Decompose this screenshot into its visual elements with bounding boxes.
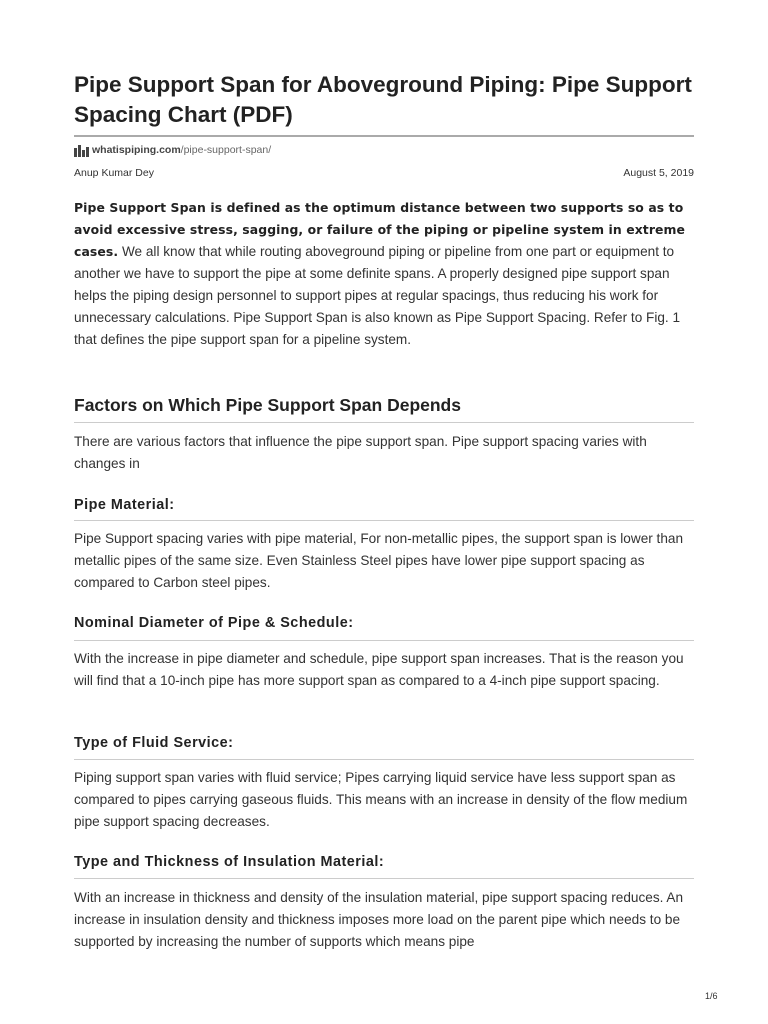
factors-paragraph: There are various factors that influence the pipe support span. Pipe support spacing varies with changes in: [74, 434, 647, 471]
title-divider: [74, 135, 694, 137]
section-divider: [74, 878, 694, 879]
article-title: Pipe Support Span for Aboveground Piping: Pipe Support Spacing Chart (PDF): [74, 72, 692, 127]
site-favicon-icon: [74, 143, 90, 157]
source-domain-link[interactable]: whatispiping.com: [92, 144, 181, 156]
section-divider: [74, 520, 694, 521]
intro-paragraph: [74, 197, 694, 351]
intro-bold-text: Pipe Support Span is defined as the optimum distance between two supports so as to avoid excessive stress, sagging, or failure of the piping or pipeline system in extreme cases.: [74, 200, 686, 259]
page-number: 1/6: [705, 991, 718, 1001]
source-line: [74, 143, 271, 157]
intro-text: We all know that while routing aboveground piping or pipeline from one part or equipment to another we have to support the pipe at some definite spans. A properly designed pipe support span helps the piping design personnel to support pipes at regular spacings, thus reducing his work for unnecessary calculations. Pipe Support Span is also known as Pipe Support Spacing. Refer to Fig. 1 that defines the pipe support span for a pipeline system.: [74, 244, 681, 347]
publish-date: August 5, 2019: [623, 167, 694, 179]
factors-divider: [74, 422, 694, 423]
section-paragraph-pipe-material: Pipe Support spacing varies with pipe material, For non-metallic pipes, the support span is lower than metallic pipes of the same size. Even Stainless Steel pipes have lower pipe support spacing as compared to Carbon steel pipes.: [74, 531, 684, 590]
factors-heading: Factors on Which Pipe Support Span Depends: [74, 395, 461, 415]
section-paragraph-insulation: With an increase in thickness and density of the insulation material, pipe support spacing reduces. An increase in insulation density and thickness imposes more load on the parent pipe which needs to be supported by increasing the number of supports which means pipe: [74, 890, 684, 949]
section-heading-insulation: Type and Thickness of Insulation Material:: [74, 854, 385, 870]
section-divider: [74, 759, 694, 760]
section-heading-nominal-diameter: Nominal Diameter of Pipe & Schedule:: [74, 615, 354, 631]
section-heading-pipe-material: Pipe Material:: [74, 497, 175, 513]
section-paragraph-fluid-service: Piping support span varies with fluid service; Pipes carrying liquid service have less support span as compared to pipes carrying gaseous fluids. This means with an increase in density of the flow medium pipe support spacing decreases.: [74, 770, 688, 829]
source-path-link[interactable]: /pipe-support-span/: [180, 144, 272, 156]
author: Anup Kumar Dey: [74, 167, 154, 179]
byline: [74, 166, 694, 180]
section-paragraph-nominal-diameter: With the increase in pipe diameter and schedule, pipe support span increases. That is the reason you will find that a 10-inch pipe has more support span as compared to a 4-inch pipe support spacing.: [74, 651, 684, 688]
section-heading-fluid-service: Type of Fluid Service:: [74, 735, 234, 751]
section-divider: [74, 640, 694, 641]
